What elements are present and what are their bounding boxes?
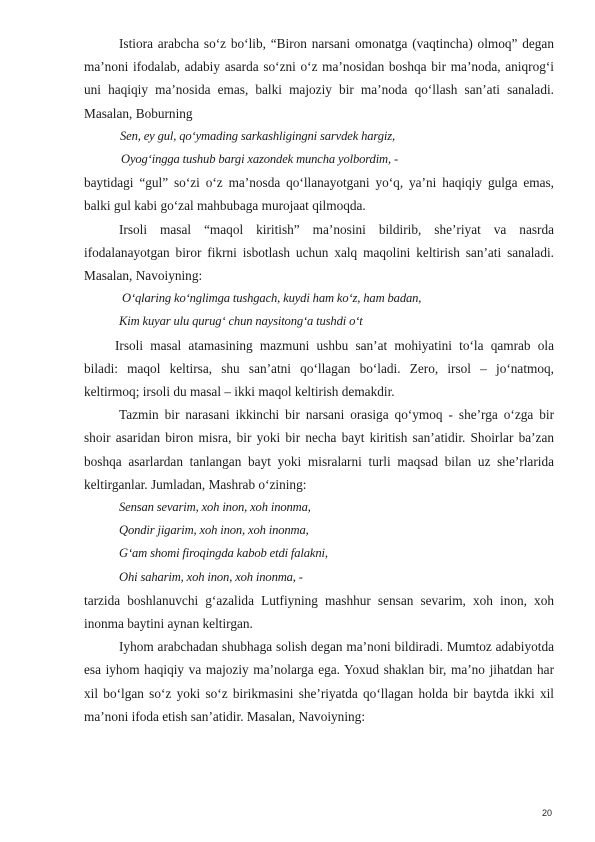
verse-line [84,542,554,565]
paragraph-irsoli-masal: Irsoli masal “maqol kiritish” ma’nosini bildirib, she’riyat va nasrda ifodalanayotgan biror fikrni isbotlash uchun xalq maqolini keltirish san’ati sanaladi. Masalan, Navoiyning: [84,221,554,284]
paragraph-bayt-explanation: baytidagi “gul” so‘zi o‘z ma’nosda qo‘llanayotgani yo‘q, ya’ni haqiqiy gulga emas, balki gul kabi go‘zal mahbubaga murojaat qilmoqda. [84,175,554,214]
verse-text: Oyog‘ingga tushub bargi xazondek muncha yolbordim, [121,152,391,167]
paragraph-istiora: Istiora arabcha so‘z bo‘lib, “Biron narsani omonatga (vaqtincha) olmoq” degan ma’noni ifodalab, adabiy asarda so‘zni o‘z ma’nosidan boshqa bir ma’noda, aniqrog‘i uni haqiqiy ma’nosida emas, balki majoziy bir ma’noda qo‘llash san’ati sanaladi. Masalan, Boburning [84,36,554,121]
verse-line [84,148,554,171]
verse-line [84,287,554,310]
verse-dash: - [391,152,399,167]
paragraph-tazmin: Tazmin bir narasani ikkinchi bir narsani orasiga qo‘ymoq - she’rga o‘zga bir shoir asaridan biron misra, bir yoki bir necha bayt kiritish san’atidir. Shoirlar ba’zan boshqa asarlardan tanlangan bayt yoki misralarni turli maqsad bilan uz she’rlarida keltirganlar. Jumladan, Mashrab o‘zining: [84,407,554,492]
verse-text: Ohi saharim, xoh inon, xoh inonma, [119,569,296,584]
verse-text: Sensan sevarim, xoh inon, xoh inonma, [119,500,311,515]
paragraph-irsoli-meaning: Irsoli masal atamasining mazmuni ushbu san’at mohiyatini to‘la qamrab ola biladi: maqol keltirsa, shu san’atni qo‘llagan bo‘ladi. Zero, irsol – jo‘natmoq, keltirmoq; irsoli du masal – ikki maqol keltirish demakdir. [84,337,554,400]
verse-text: Kim kuyar ulu qurug‘ chun naysitong‘a tushdi o‘t [119,314,363,329]
verse-line [84,566,554,589]
paragraph-lutfiy: tarzida boshlanuvchi g‘azalida Lutfiyning mashhur sensan sevarim, xoh inon, xoh inonma baytini aynan keltirgan. [84,592,554,632]
verse-text: Sen, ey gul, qo‘ymading sarkashligingni sarvdek hargiz, [120,128,395,143]
verse-text: Qondir jigarim, xoh inon, xoh inonma, [119,523,309,538]
verse-dash: - [295,569,303,584]
verse-line [84,310,554,333]
verse-line [84,519,554,542]
verse-line [84,125,554,148]
verse-line [84,496,554,519]
verse-text: G‘am shomi firoqingda kabob etdi falakni, [119,546,328,561]
page-number: 20 [541,808,552,818]
paragraph-iyhom: Iyhom arabchadan shubhaga solish degan ma’noni bildiradi. Mumtoz adabiyotda esa iyhom haqiqiy va majoziy ma’nolarga ega. Yoxud shaklan bir, ma’no jihatdan har xil bo‘lgan so‘z yoki so‘z birikmasini she’riyatda qo‘llagan holda bir baytda ikki xil ma’noni ifoda etish san’atidir. Masalan, Navoiyning: [84,639,554,724]
verse-text: O‘qlaring ko‘nglimga tushgach, kuydi ham ko‘z, ham badan, [122,291,422,306]
page-body [84,32,554,728]
